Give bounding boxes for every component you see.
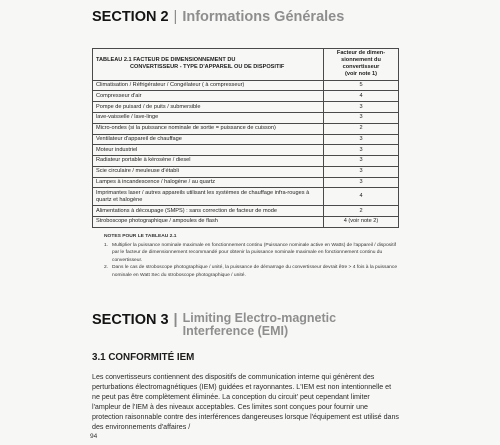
device-cell: Micro-ondes (si la puissance nominale de sortie = puissance de cuisson) <box>93 123 324 134</box>
table-row <box>93 145 399 156</box>
body-paragraph: Les convertisseurs contiennent des dispositifs de communication interne qui génèrent des perturbations électromagnétiques (IEM) guidées et rayonnantes. L'IEM est non intentionnelle et ne peut pas être complètement éliminée. La conception du circuit' peut cependant limiter l'ampleur de l'IEM à des niveaux acceptables. Ces limites sont conçues pour fournir une protection raisonnable contre des interférences dangereuses lorsque l'équipement est utilisé dans des environnements d'affaires / <box>92 373 399 432</box>
table-row <box>93 216 399 227</box>
table-caption-line-1: TABLEAU 2.1 FACTEUR DE DIMENSIONNEMENT DU <box>96 57 236 64</box>
device-cell: Alimentations à découpage (SMPS) : sans correction de facteur de mode <box>93 206 324 217</box>
note-item <box>104 264 404 279</box>
table-row <box>93 177 399 188</box>
table-caption <box>93 49 324 81</box>
section-3-number: SECTION 3 <box>92 312 169 328</box>
table-caption-line-2: CONVERTISSEUR - TYPE D'APPAREIL OU DE DISPOSITIF <box>130 64 285 71</box>
table-row <box>93 113 399 124</box>
table-row <box>93 188 399 206</box>
factor-header-line-1: Facteur de dimen- <box>336 50 386 57</box>
table-row <box>93 102 399 113</box>
subsection-heading: 3.1 CONFORMITÉ IEM <box>92 352 195 363</box>
factor-cell: 3 <box>324 166 399 177</box>
note-text: Multiplier la puissance nominale maximale en fonctionnement continu (Puissance nominale active en Watts) de l'appareil / dispositif par le facteur de dimensionnement recommandé pour obtenir la puissance nominale maximale en fonctionnement continu du convertisseur. <box>112 242 397 263</box>
factor-cell: 2 <box>324 206 399 217</box>
device-cell: Ventilateur d'appareil de chauffage <box>93 134 324 145</box>
section-2-separator: | <box>173 9 178 25</box>
device-cell: Climatisation / Réfrigérateur / Congélateur ( à compresseur) <box>93 80 324 91</box>
table-notes <box>104 233 404 280</box>
factor-cell: 4 <box>324 188 399 206</box>
section-2-title: Informations Générales <box>182 9 345 25</box>
factor-cell: 2 <box>324 123 399 134</box>
sizing-factor-table <box>92 48 399 228</box>
device-cell: Lampes à incandescence / halogène / au quartz <box>93 177 324 188</box>
device-cell: Imprimantes laser / autres appareils utilisant les systèmes de chauffage infra-rouges à quartz et halogène <box>93 188 324 206</box>
device-cell: Radiateur portable à kérosène / diesel <box>93 156 324 167</box>
factor-cell: 4 <box>324 91 399 102</box>
factor-header-line-3: convertisseur <box>342 64 380 71</box>
table-row <box>93 166 399 177</box>
note-text: Dans le cas de stroboscope photographique / unité, la puissance de démarrage du convertisseur devrait être > 4 fois à la puissance nominale en Watt Sec du stroboscope photographique / unité. <box>112 265 398 278</box>
table-row <box>93 134 399 145</box>
section-2-number: SECTION 2 <box>92 9 169 25</box>
device-cell: Pompe de puisard / de puits / submersible <box>93 102 324 113</box>
section-3-separator: | <box>173 312 178 328</box>
note-item <box>104 242 404 265</box>
note-number: 1. <box>104 242 109 248</box>
device-cell: Stroboscope photographique / ampoules de flash <box>93 216 324 227</box>
factor-cell: 4 (voir note 2) <box>324 216 399 227</box>
factor-cell: 3 <box>324 156 399 167</box>
notes-title: NOTES POUR LE TABLEAU 2.1 <box>104 234 177 239</box>
table-row <box>93 91 399 102</box>
table-row <box>93 206 399 217</box>
page-number: 94 <box>90 433 98 440</box>
factor-cell: 3 <box>324 145 399 156</box>
factor-cell: 3 <box>324 113 399 124</box>
factor-cell: 5 <box>324 80 399 91</box>
factor-cell: 3 <box>324 134 399 145</box>
device-cell: Moteur industriel <box>93 145 324 156</box>
factor-header-line-2: sionnement du <box>341 57 381 64</box>
section-3-title: Limiting Electro-magnetic Interference (EMI) <box>182 311 337 338</box>
device-cell: lave-vaisselle / lave-linge <box>93 113 324 124</box>
note-number: 2. <box>104 265 109 271</box>
factor-header-line-4: (voir note 1) <box>344 71 377 78</box>
table-row <box>93 123 399 134</box>
device-cell: Scie circulaire / meuleuse d'établi <box>93 166 324 177</box>
device-cell: Compresseur d'air <box>93 91 324 102</box>
table-row <box>93 156 399 167</box>
section-3-heading <box>92 312 343 338</box>
factor-cell: 3 <box>324 102 399 113</box>
factor-column-header <box>324 49 399 81</box>
table-row <box>93 80 399 91</box>
table-header-row <box>93 49 399 81</box>
factor-cell: 3 <box>324 177 399 188</box>
section-2-heading <box>92 9 344 25</box>
